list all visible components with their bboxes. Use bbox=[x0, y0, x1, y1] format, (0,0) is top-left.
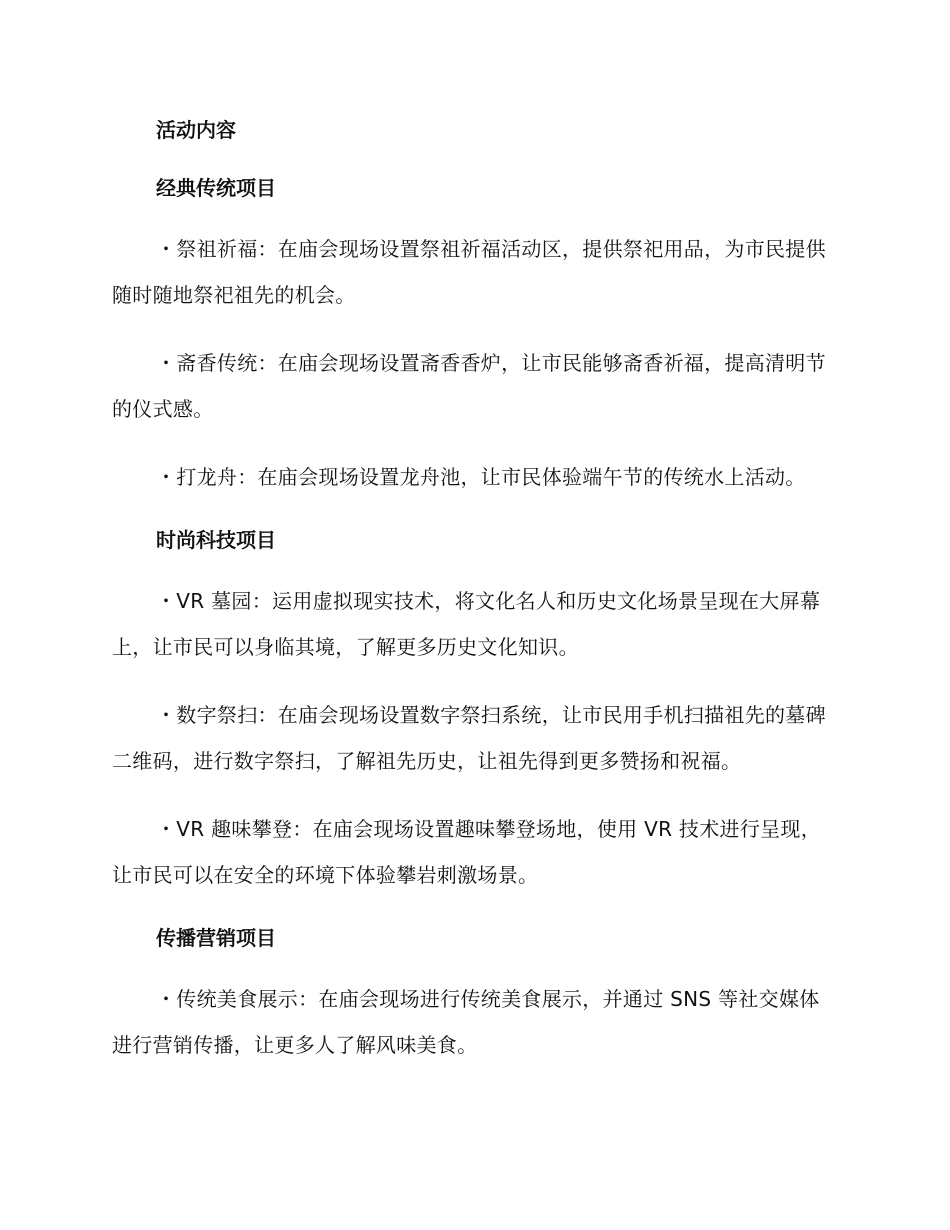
list-item: ・VR 墓园：运用虚拟现实技术，将文化名人和历史文化场景呈现在大屏幕上，让市民可以身临其境，了解更多历史文化知识。 bbox=[112, 589, 821, 659]
list-item: ・斋香传统：在庙会现场设置斋香香炉，让市民能够斋香祈福，提高清明节的仪式感。 bbox=[112, 351, 826, 421]
list-item: ・传统美食展示：在庙会现场进行传统美食展示，并通过 SNS 等社交媒体进行营销传播，让更多人了解风味美食。 bbox=[112, 987, 820, 1057]
document-body bbox=[112, 112, 832, 1090]
list-item: ・祭祖祈福：在庙会现场设置祭祖祈福活动区，提供祭祀用品，为市民提供随时随地祭祀祖先的机会。 bbox=[112, 237, 826, 307]
list-item: ・VR 趣味攀登：在庙会现场设置趣味攀登场地，使用 VR 技术进行呈现，让市民可以在安全的环境下体验攀岩刺激场景。 bbox=[112, 817, 822, 887]
document-title: 活动内容 bbox=[156, 118, 236, 142]
section-heading-marketing: 传播营销项目 bbox=[156, 926, 276, 950]
section-heading-traditional: 经典传统项目 bbox=[156, 176, 276, 200]
list-item: ・数字祭扫：在庙会现场设置数字祭扫系统，让市民用手机扫描祖先的墓碑二维码，进行数字祭扫，了解祖先历史，让祖先得到更多赞扬和祝福。 bbox=[112, 703, 826, 773]
list-item: ・打龙舟：在庙会现场设置龙舟池，让市民体验端午节的传统水上活动。 bbox=[156, 465, 806, 489]
section-heading-tech: 时尚科技项目 bbox=[156, 528, 276, 552]
